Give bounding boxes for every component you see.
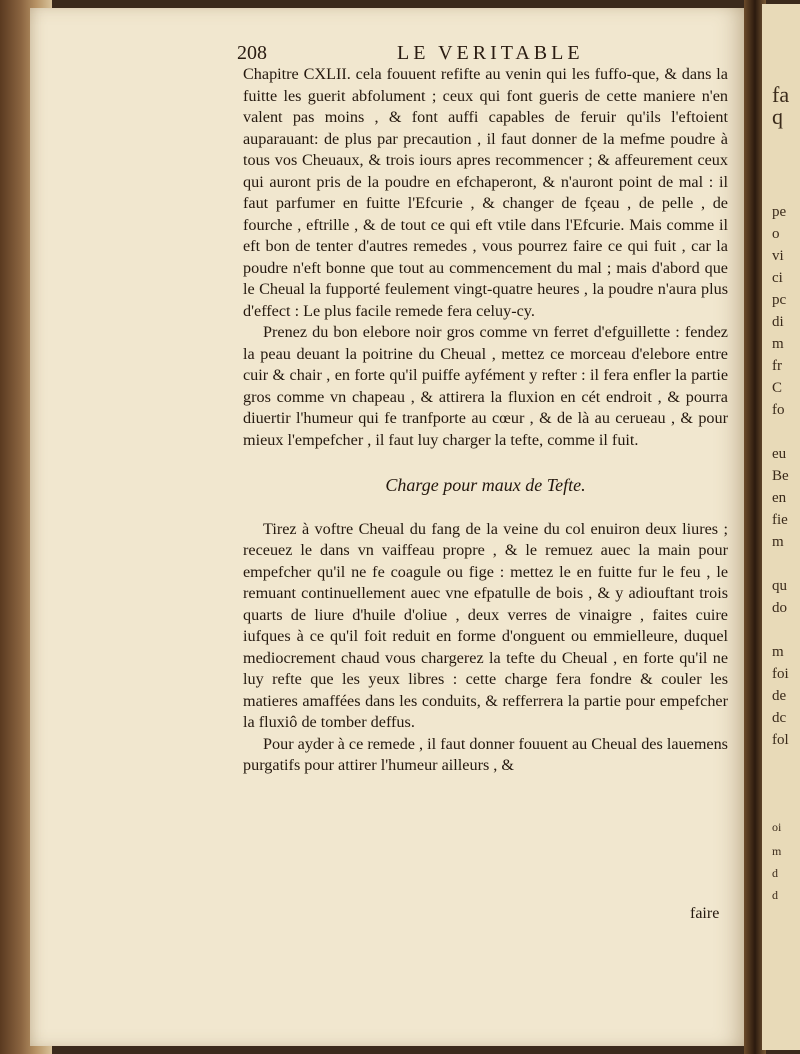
facing-fragment: q bbox=[772, 104, 783, 129]
facing-fragment: d bbox=[772, 888, 778, 902]
facing-fragment: di bbox=[772, 314, 784, 330]
page-number: 208 bbox=[237, 42, 267, 64]
facing-page bbox=[762, 4, 800, 1050]
facing-fragment: m bbox=[772, 644, 784, 660]
facing-fragment: ci bbox=[772, 270, 783, 286]
paragraph: Tirez à voftre Cheual du fang de la veine du col enuiron deux liures ; receuez le dans vn vaiffeau propre , & le remuez auec la main pour empefcher qu'il ne fe coagule ou fige : mettez le en fuitte fur le feu , le remuant continuellement auec vne efpatulle de bois , & y adiouftant trois quarts de liure d'huile d'oliue , deux verres de vinaigre , faites cuire iufques à ce qu'il foit reduit en forme d'onguent ou emmielleure, duquel mediocrement chaud vous chargerez la tefte du Cheual , en forte qu'il ne luy refte que les yeux libres : cette charge fera fondre & couler les matieres amaffées dans les conduits, & refferrera la partie pour empefcher la fluxiô de tomber deffus. bbox=[243, 519, 728, 731]
facing-fragment: d bbox=[772, 866, 778, 880]
facing-fragment: C bbox=[772, 380, 783, 396]
facing-fragment: pc bbox=[772, 292, 787, 308]
facing-fragment: de bbox=[772, 688, 787, 704]
section-heading: Charge pour maux de Tefte. bbox=[385, 475, 586, 495]
facing-fragment: fol bbox=[772, 732, 789, 748]
facing-fragment: do bbox=[772, 600, 787, 616]
facing-fragment: fie bbox=[772, 512, 788, 528]
paragraph: Chapitre CXLII. cela fouuent refifte au venin qui les fuffo-que, & dans la fuitte les guerit abfolument ; ceux qui font gueris de cette maniere n'en valent pas moins , & font auffi capables de feruir qu'ils l'eftoient auparauant: de plus par precaution , il faut donner de la mefme poudre à tous vos Cheuaux, & trois iours apres recommencer ; & affeurement ceux qui auront pris de la poudre en efchaperont, & n'auront point de mal : il faut parfumer en fuitte l'Efcurie , & changer de fçeau , de pelle , de fourche , eftrille , & de tout ce qui eft vtile dans l'Efcurie. Mais comme il eft bon de tenter d'autres remedes , vous pourrez faire ce qui fuit , car la poudre n'eft bonne que tout au commencement du mal ; mais d'abord que le Cheual la fupporté feulement vingt-quatre heures , la poudre n'aura plus d'effect : Le plus facile remede fera celuy-cy. bbox=[243, 65, 728, 320]
facing-fragment: vi bbox=[772, 248, 784, 264]
facing-fragment: dc bbox=[772, 710, 787, 726]
facing-fragment: m bbox=[772, 534, 784, 550]
facing-fragment: m bbox=[772, 336, 784, 352]
facing-fragment: fo bbox=[772, 402, 785, 418]
facing-fragment: m bbox=[772, 844, 782, 858]
facing-fragment: pe bbox=[772, 204, 787, 220]
paragraph: Prenez du bon elebore noir gros comme vn ferret d'efguillette : fendez la peau deuant la poitrine du Cheual , mettez ce morceau d'elebore entre cuir & chair , en forte qu'il puiffe ayfément y refter : il fera enfler la partie gros comme vn chapeau , & attirera la fluxion en cét endroit , & pourra diuertir l'humeur qui fe tranfporte au cœur , & de là au cerueau , & pour mieux l'empefcher , il faut luy charger la tefte, comme il fuit. bbox=[243, 323, 728, 449]
facing-fragment: qu bbox=[772, 578, 787, 594]
main-text bbox=[243, 64, 728, 777]
facing-fragment: eu bbox=[772, 446, 787, 462]
running-title: LE VERITABLE bbox=[397, 42, 584, 64]
page-header bbox=[237, 42, 607, 66]
paragraph: Pour ayder à ce remede , il faut donner fouuent au Cheual des lauemens purgatifs pour attirer l'humeur ailleurs , & bbox=[243, 734, 728, 774]
catchword: faire bbox=[690, 905, 720, 922]
facing-fragment: o bbox=[772, 226, 780, 242]
facing-fragment: foi bbox=[772, 666, 789, 682]
facing-fragment: en bbox=[772, 490, 787, 506]
facing-fragment: fr bbox=[772, 358, 782, 374]
facing-fragment: Be bbox=[772, 468, 789, 484]
facing-fragment: oi bbox=[772, 820, 782, 834]
facing-fragment: fa bbox=[772, 82, 790, 107]
